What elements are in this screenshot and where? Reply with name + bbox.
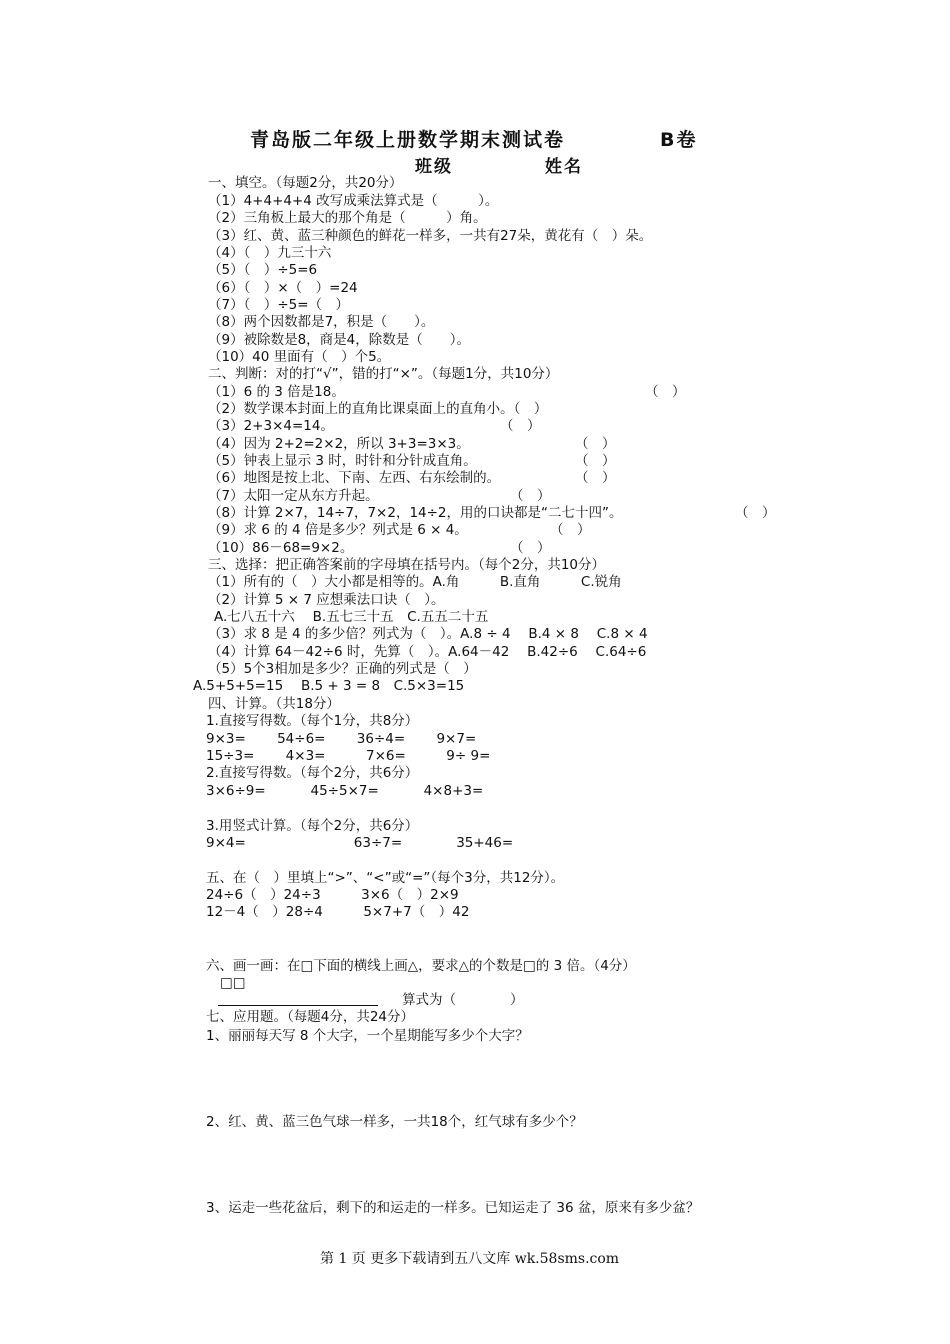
s3-question-2-options: A.七八五十六 B.五七三十五 C.五五二十五: [214, 609, 489, 625]
s1-question-7: （7）（ ）÷5=（ ）: [208, 297, 350, 313]
s4-part-2-row-1: 3×6÷9= 45÷5×7= 4×8+3=: [206, 783, 484, 799]
s3-question-5-options: A.5+5+5=15 B.5 + 3 = 8 C.5×3=15: [193, 678, 465, 694]
section-3-heading: 三、选择：把正确答案前的字母填在括号内。（每个2分，共10分）: [208, 557, 606, 573]
section-1-heading: 一、填空。（每题2分，共20分）: [208, 175, 403, 191]
s3-question-1: （1）所有的（ ）大小都是相等的。A.角 B.直角 C.锐角: [208, 574, 622, 590]
s3-question-3: （3）求 8 是 4 的多少倍？列式为（ ）。A.8 ÷ 4 B.4 × 8 C.8 × 4: [208, 626, 648, 642]
s1-question-9: （9）被除数是8，商是4，除数是（ ）。: [208, 332, 471, 348]
s4-part-1-row-2: 15÷3= 4×3= 7×6= 9÷ 9=: [206, 748, 491, 764]
page-footer: 第 1 页 更多下载请到五八文库 wk.58sms.com: [320, 1251, 620, 1267]
s1-question-5: （5）（ ）÷5=6: [208, 262, 318, 278]
s2-question-7: （7）太阳一定从东方升起。: [208, 488, 379, 504]
s1-question-6: （6）（ ）×（ ）=24: [208, 280, 358, 296]
s2-question-9: （9）求 6 的 4 倍是多少？列式是 6 × 4。: [208, 522, 468, 538]
s7-question-3: 3、运走一些花盆后，剩下的和运走的一样多。已知运走了 36 盆，原来有多少盆？: [206, 1200, 700, 1216]
s6-drawing-line: [218, 1005, 378, 1006]
s2-question-4: （4）因为 2+2=2×2，所以 3+3=3×3。: [208, 436, 470, 452]
s1-question-1: （1）4+4+4+4 改写成乘法算式是（ ）。: [208, 193, 499, 209]
s2-answer-paren-1: （ ）: [645, 384, 686, 400]
s1-question-10: （10）40 里面有（ ）个5。: [208, 349, 391, 365]
s1-question-2: （2）三角板上最大的那个角是（ ）角。: [208, 210, 487, 226]
section-5-heading: 五、在（ ）里填上“>”、“<”或“=”（每个3分，共12分）。: [206, 870, 565, 886]
s1-question-8: （8）两个因数都是7，积是（ ）。: [208, 314, 435, 330]
section-4-heading: 四、计算。（共18分）: [208, 696, 340, 712]
s2-question-1: （1）6 的 3 倍是18。: [208, 384, 345, 400]
s2-question-8: （8）计算 2×7，14÷7，7×2，14÷2，用的口诀都是“二七十四”。: [208, 505, 623, 521]
s3-question-5: （5）5个3相加是多少？正确的列式是（ ）: [208, 661, 477, 677]
s6-formula: 算式为（ ）: [402, 992, 524, 1008]
s4-part-3-row-1: 9×4= 63÷7= 35+46=: [206, 835, 514, 851]
s1-question-4: （4）（ ）九三十六: [208, 245, 332, 261]
s2-question-6: （6）地图是按上北、下南、左西、右东绘制的。: [208, 470, 501, 486]
s7-question-1: 1、丽丽每天写 8 个大字，一个星期能写多少个大字？: [206, 1028, 529, 1044]
s2-answer-paren-5: （ ）: [575, 453, 616, 469]
s2-answer-paren-3: （ ）: [500, 418, 541, 434]
version-label: B卷: [660, 129, 698, 151]
s4-part-1-row-1: 9×3= 54÷6= 36÷4= 9×7=: [206, 731, 477, 747]
s1-question-3: （3）红、黄、蓝三种颜色的鲜花一样多，一共有27朵，黄花有（ ）朵。: [208, 228, 653, 244]
s2-answer-paren-10: （ ）: [510, 540, 551, 556]
s2-answer-paren-4: （ ）: [575, 436, 616, 452]
s3-question-4: （4）计算 64－42÷6 时，先算（ ）。A.64－42 B.42÷6 C.64÷6: [208, 644, 647, 660]
s2-question-10: （10）86－68=9×2。: [208, 540, 354, 556]
document-title: 青岛版二年级上册数学期末测试卷: [250, 129, 566, 151]
name-label: 姓名: [545, 157, 583, 177]
section-6-heading: 六、画一画：在□下面的横线上画△，要求△的个数是□的 3 倍。（4分）: [206, 958, 636, 974]
class-label: 班级: [415, 157, 453, 177]
s2-answer-paren-9: （ ）: [550, 522, 591, 538]
s2-question-5: （5）钟表上显示 3 时，时针和分针成直角。: [208, 453, 477, 469]
s3-question-2: （2）计算 5 × 7 应想乘法口诀（ ）。: [208, 592, 445, 608]
s2-question-2: （2）数学课本封面上的直角比课桌面上的直角小。（ ）: [208, 401, 548, 417]
section-2-heading: 二、判断：对的打“√”，错的打“×”。（每题1分，共10分）: [208, 366, 559, 382]
s6-squares: □□: [220, 975, 246, 991]
section-7-heading: 七、应用题。（每题4分，共24分）: [206, 1009, 415, 1025]
s7-question-2: 2、红、黄、蓝三色气球一样多，一共18个，红气球有多少个？: [206, 1114, 583, 1130]
s5-row-2: 12－4（ ）28÷4 5×7+7（ ）42: [206, 904, 470, 920]
s4-part-3-title: 3.用竖式计算。（每个2分，共6分）: [206, 818, 419, 834]
s4-part-1-title: 1.直接写得数。（每个1分，共8分）: [206, 713, 419, 729]
s2-answer-paren-6: （ ）: [575, 470, 616, 486]
s2-answer-paren-8: （ ）: [735, 505, 776, 521]
s4-part-2-title: 2.直接写得数。（每个2分，共6分）: [206, 765, 419, 781]
s5-row-1: 24÷6（ ）24÷3 3×6（ ）2×9: [206, 887, 459, 903]
s2-answer-paren-7: （ ）: [510, 488, 551, 504]
s2-question-3: （3）2+3×4=14。: [208, 418, 334, 434]
